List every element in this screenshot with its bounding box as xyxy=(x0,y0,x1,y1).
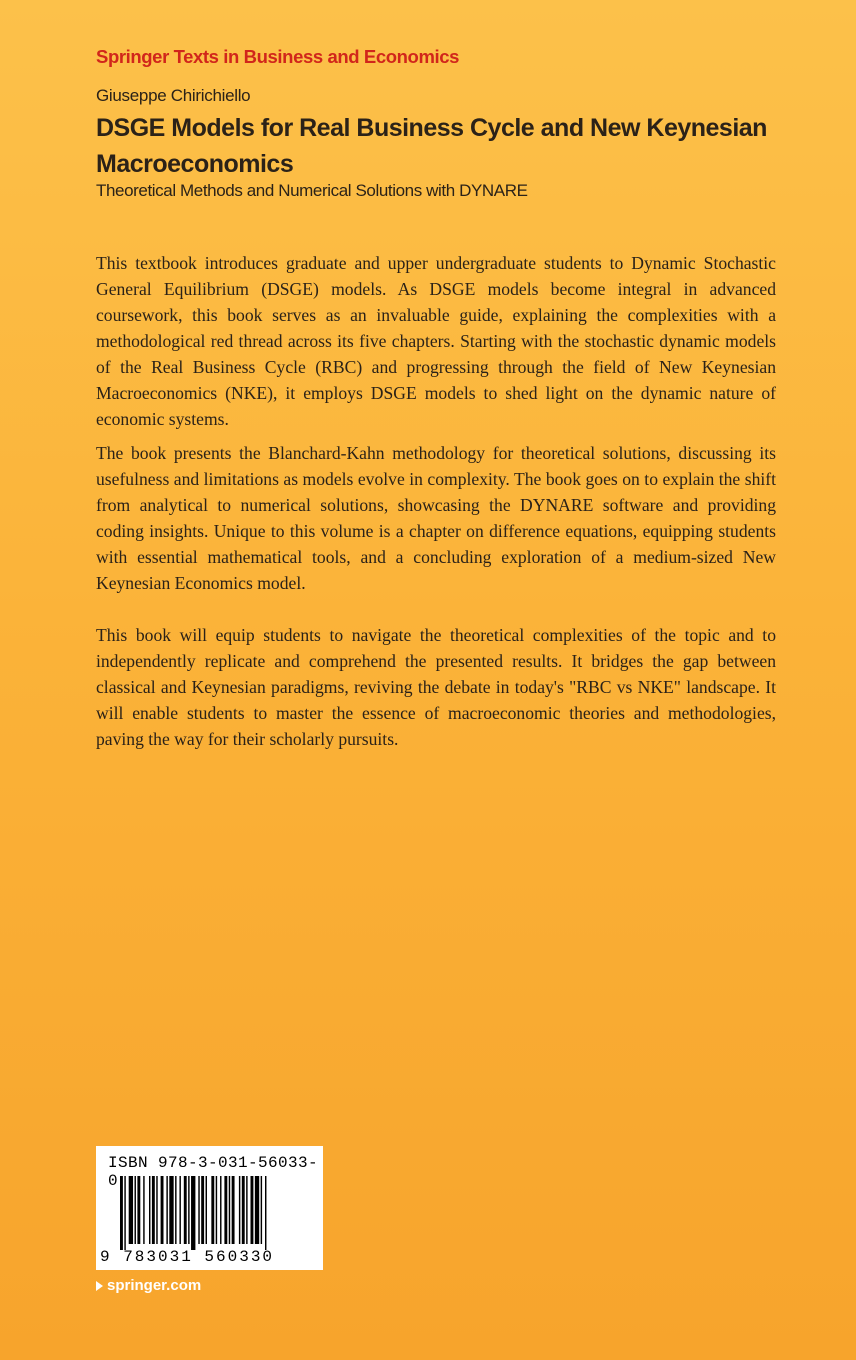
barcode-bar xyxy=(175,1176,176,1244)
barcode-bar xyxy=(166,1176,167,1244)
barcode-digits: 9 783031 560330 xyxy=(100,1248,275,1266)
blurb-paragraph-3: This book will equip students to navigate the theoretical complexities of the topic and to independently replicate and comprehend the presented results. It bridges the gap between classical and Keynesian paradigms, reviving the debate in today's "RBC vs NKE" landscape. It will enable students to master the essence of macroeconomic theories and methodologies, paving the way for their scholarly pursuits. xyxy=(96,625,776,749)
book-title: DSGE Models for Real Business Cycle and New Keynesian Macroeconomics xyxy=(96,114,767,178)
barcode-bar xyxy=(135,1176,136,1244)
barcode-bar xyxy=(201,1176,204,1244)
barcode-bar xyxy=(232,1176,235,1244)
barcode-bar xyxy=(152,1176,155,1244)
author-name: Giuseppe Chirichiello xyxy=(96,86,251,105)
barcode-bar xyxy=(206,1176,207,1244)
barcode-bar xyxy=(179,1176,180,1244)
barcode-bar xyxy=(137,1176,140,1244)
blurb-paragraph-2: The book presents the Blanchard-Kahn methodology for theoretical solutions, discussing its usefulness and limitations as models evolve in complexity. The book goes on to explain the shift from analytical to numerical solutions, showcasing the DYNARE software and providing coding insights. Unique to this volume is a chapter on difference equations, equipping students with essential mathematical tools, and a concluding exploration of a medium-sized New Keynesian Economics model. xyxy=(96,443,776,593)
barcode-bars xyxy=(120,1176,310,1250)
barcode-bar xyxy=(265,1176,266,1250)
book-subtitle: Theoretical Methods and Numerical Solutions with DYNARE xyxy=(96,181,528,200)
barcode-bar xyxy=(198,1176,199,1244)
barcode-bar xyxy=(216,1176,217,1244)
website-label: springer.com xyxy=(107,1277,202,1294)
barcode-bar xyxy=(149,1176,150,1244)
barcode-bar xyxy=(156,1176,157,1244)
barcode-bar xyxy=(255,1176,259,1244)
barcode-bar xyxy=(120,1176,123,1250)
barcode-bar xyxy=(261,1176,262,1244)
blurb xyxy=(96,250,776,752)
barcode-bar xyxy=(184,1176,187,1244)
arrow-right-icon xyxy=(96,1281,103,1291)
barcode-bar xyxy=(143,1176,144,1244)
barcode-bar xyxy=(188,1176,189,1244)
barcode-bar xyxy=(251,1176,254,1244)
barcode-bar xyxy=(229,1176,230,1244)
barcode-bar xyxy=(220,1176,221,1244)
barcode-bar xyxy=(242,1176,245,1244)
blurb-paragraph-1: This textbook introduces graduate and upper undergraduate students to Dynamic Stochastic General Equilibrium (DSGE) models. As DSGE models become integral in advanced coursework, this book serves as an invaluable guide, explaining the complexities with a methodological red thread across its five chapters. Starting with the stochastic dynamic models of the Real Business Cycle (RBC) and progressing through the field of New Keynesian Macroeconomics (NKE), it employs DSGE models to shed light on the dynamic nature of economic systems. xyxy=(96,253,776,429)
publisher-website[interactable] xyxy=(96,1277,201,1294)
barcode-bar xyxy=(161,1176,164,1244)
barcode-bar xyxy=(124,1176,125,1250)
barcode-bar xyxy=(129,1176,133,1244)
series-title: Springer Texts in Business and Economics xyxy=(96,46,460,67)
isbn-label: ISBN 978-3-031-56033-0 xyxy=(108,1154,319,1190)
barcode-bar xyxy=(211,1176,214,1244)
isbn-barcode xyxy=(96,1146,323,1270)
barcode-bar xyxy=(239,1176,240,1244)
barcode-bar xyxy=(169,1176,173,1244)
barcode-bar xyxy=(246,1176,247,1244)
barcode-bar xyxy=(224,1176,227,1244)
barcode-bar xyxy=(191,1176,195,1250)
